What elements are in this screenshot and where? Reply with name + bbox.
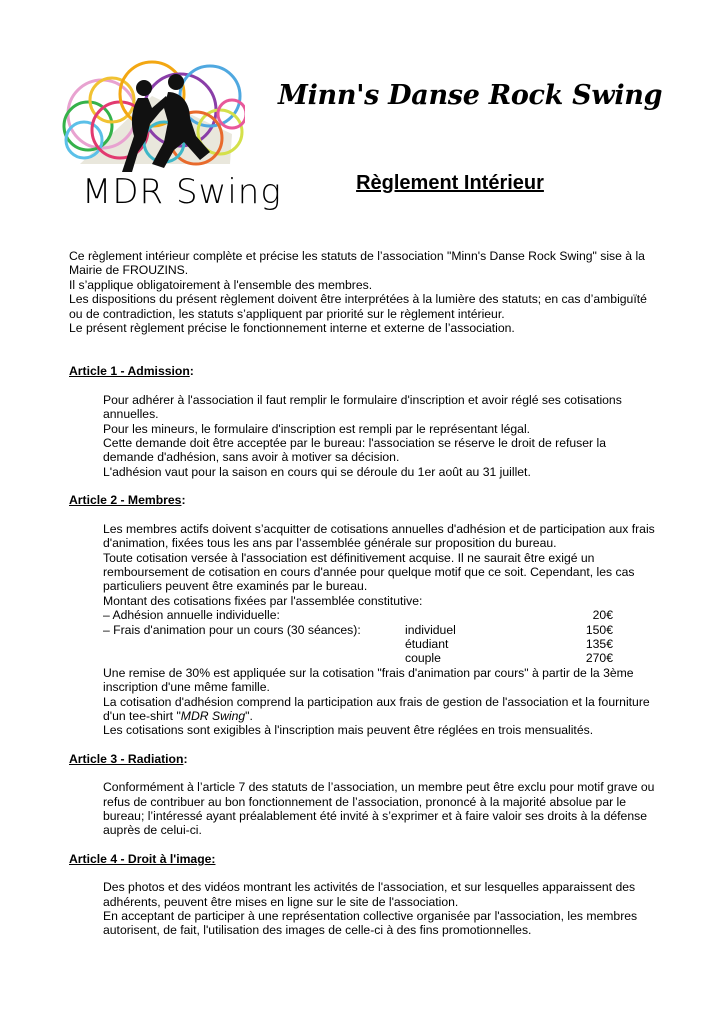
article-line: Cette demande doit être acceptée par le bureau: l'association se réserve le droit de refuser la demande d'adhésion, sans avoir à motiver sa décision. <box>103 436 606 465</box>
intro-line: Les dispositions du présent règlement doivent être interprétées à la lumière des statuts; en cas d’ambiguïté ou de contradiction, les statuts s’appliquent par priorité sur le règlement intérieur. <box>69 292 647 321</box>
article-line: Pour adhérer à l'association il faut remplir le formulaire d'inscription et avoir réglé ses cotisations annuelles. <box>103 392 622 422</box>
article-line: Toute cotisation versée à l'association est définitivement acquise. Il ne saurait être exigé un remboursement de cotisation en cours d'année pour quelque motif que ce soit. Cependant, les cas particuliers peuvent être examinés par le bureau. <box>103 550 635 594</box>
intro-line: Il s’applique obligatoirement à l'ensemble des membres. <box>69 277 373 292</box>
intro-line: Ce règlement intérieur complète et précise les statuts de l’association "Minn's Danse Rock Swing" sise à la Mairie de FROUZINS. <box>69 249 645 278</box>
article-line: Montant des cotisations fixées par l'assemblée constitutive: <box>103 593 423 608</box>
article-2 <box>69 493 659 737</box>
article-heading-text: Article 4 - Droit à l'image: <box>69 851 216 866</box>
article-body <box>103 880 659 938</box>
article-heading <box>69 852 659 866</box>
introduction <box>69 249 659 335</box>
article-heading-text: Article 3 - Radiation <box>69 751 184 766</box>
association-name: Minn's Danse Rock Swing <box>278 80 663 111</box>
fee-row: couple 270€ <box>405 651 613 666</box>
article-body <box>103 393 659 479</box>
article-heading: Article 1 - Admission: <box>69 364 194 379</box>
article-heading: Article 3 - Radiation: <box>69 751 188 766</box>
article-line: Les cotisations sont exigibles à l'inscription mais peuvent être réglées en trois mensualités. <box>103 723 594 738</box>
fee-row: – Adhésion annuelle individuelle: 20€ <box>103 608 613 623</box>
logo <box>60 52 282 224</box>
fee-table <box>103 608 659 666</box>
article-line: Une remise de 30% est appliquée sur la cotisation "frais d'animation par cours" à partir de la 3ème inscription d'une même famille. <box>103 665 634 695</box>
article-line: L'adhésion vaut pour la saison en cours qui se déroule du 1er août au 31 juillet. <box>103 464 531 479</box>
article-1 <box>69 364 659 479</box>
article-heading-text: Article 2 - Membres <box>69 493 182 508</box>
article-heading: Article 2 - Membres: <box>69 493 186 508</box>
article-line: Des photos et des vidéos montrant les activités de l'association, et sur lesquelles apparaissent des adhérents, peuvent être mises en ligne sur le site de l'association. <box>103 880 636 909</box>
article-heading-text: Article 1 - Admission <box>69 364 190 379</box>
document-title: Règlement Intérieur <box>356 172 544 194</box>
article-line: Conformément à l’article 7 des statuts de l’association, un membre peut être exclu pour motif grave ou refus de contribuer au bon fonctionnement de l’association, prononcé à la majorité absolue par le bureau; l’intéressé ayant préalablement été invité à s’exprimer et à faire valoir ses droits à la défense auprès de celui-ci. <box>103 780 655 838</box>
article-line: Les membres actifs doivent s’acquitter de cotisations annuelles d'adhésion et de participation aux frais d'animation, fixées tous les ans par l’assemblée générale sur proposition du bureau. <box>103 521 655 551</box>
article-body <box>103 780 659 838</box>
fee-row: – Frais d'animation pour un cours (30 séances): individuel 150€ <box>103 622 613 637</box>
document-body <box>69 249 659 938</box>
logo-wordmark: MDR Swing <box>82 172 282 212</box>
article-line: Pour les mineurs, le formulaire d'inscription est rempli par le représentant légal. <box>103 421 531 436</box>
article-3 <box>69 752 659 838</box>
article-body <box>103 522 659 738</box>
article-4 <box>69 852 659 938</box>
intro-line: Le présent règlement précise le fonctionnement interne et externe de l’association. <box>69 321 515 336</box>
article-line: En acceptant de participer à une représentation collective organisée par l'association, les membres autorisent, de fait, l'utilisation des images de celle-ci à des fins promotionnelles. <box>103 908 638 938</box>
fee-row: étudiant 135€ <box>405 636 613 651</box>
article-line: La cotisation d'adhésion comprend la participation aux frais de gestion de l'association et la fourniture d'un tee-shirt "MDR Swing". <box>103 694 650 723</box>
